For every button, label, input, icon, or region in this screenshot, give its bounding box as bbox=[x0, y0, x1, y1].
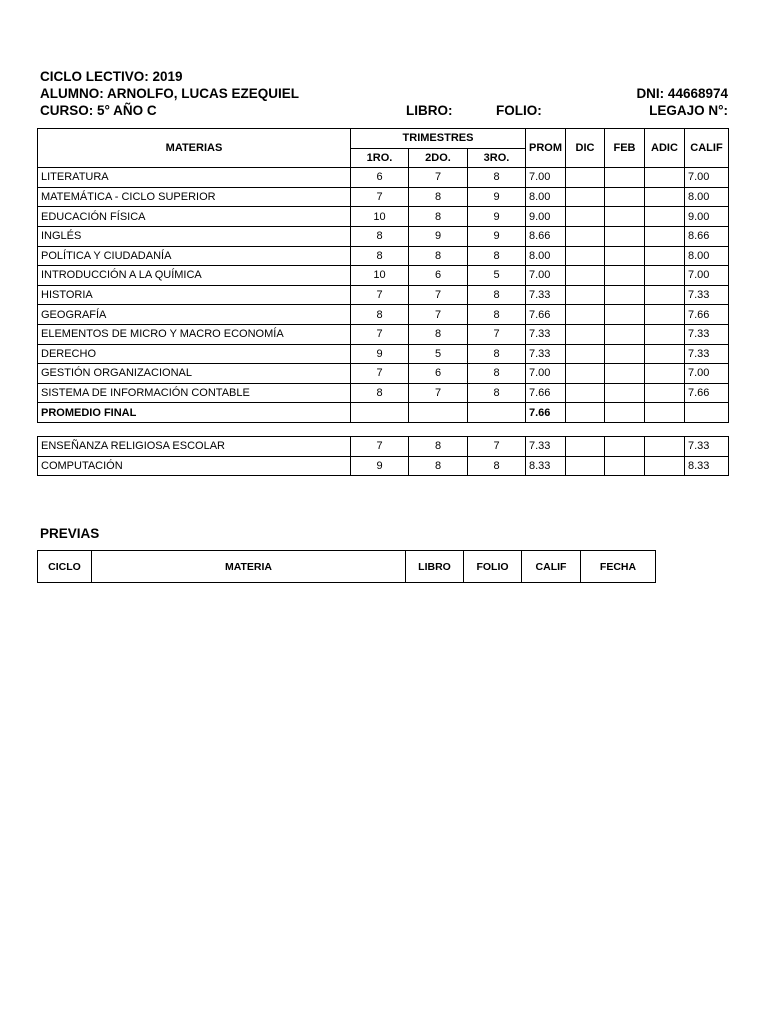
trimestre-1-cell: 8 bbox=[351, 226, 409, 246]
calif-cell: 7.00 bbox=[685, 364, 729, 384]
prom-cell: 7.33 bbox=[526, 436, 566, 456]
folio-label: FOLIO: bbox=[496, 103, 542, 118]
calif-cell: 8.33 bbox=[685, 456, 729, 476]
prom-cell: 7.33 bbox=[526, 344, 566, 364]
feb-cell bbox=[605, 383, 645, 403]
prom-cell: 7.33 bbox=[526, 324, 566, 344]
dic-cell bbox=[566, 246, 605, 266]
prom-cell: 8.00 bbox=[526, 246, 566, 266]
feb-cell bbox=[605, 324, 645, 344]
table-row bbox=[38, 168, 729, 188]
trimestres-header: TRIMESTRES bbox=[351, 129, 526, 149]
trimestre-1-cell: 7 bbox=[351, 324, 409, 344]
alumno-name: ALUMNO: ARNOLFO, LUCAS EZEQUIEL bbox=[40, 86, 299, 101]
calif-cell: 8.00 bbox=[685, 246, 729, 266]
empty-cell bbox=[351, 403, 409, 423]
calif-cell: 9.00 bbox=[685, 207, 729, 227]
promedio-final-label: PROMEDIO FINAL bbox=[38, 403, 351, 423]
trimestre-3-cell: 8 bbox=[468, 383, 526, 403]
libro-label: LIBRO: bbox=[406, 103, 453, 118]
trimestre-1-cell: 9 bbox=[351, 344, 409, 364]
feb-cell bbox=[605, 266, 645, 286]
trimestre-2-cell: 7 bbox=[409, 285, 468, 305]
feb-cell bbox=[605, 226, 645, 246]
adic-cell bbox=[645, 344, 685, 364]
calif-cell: 7.00 bbox=[685, 168, 729, 188]
calif-cell: 7.33 bbox=[685, 285, 729, 305]
trimestre-1-cell: 8 bbox=[351, 305, 409, 325]
dic-cell bbox=[566, 436, 605, 456]
trimestre-2-cell: 7 bbox=[409, 383, 468, 403]
empty-cell bbox=[685, 403, 729, 423]
dni: DNI: 44668974 bbox=[636, 86, 728, 101]
prom-cell: 9.00 bbox=[526, 207, 566, 227]
previas-libro-header: LIBRO bbox=[406, 551, 464, 583]
trimestre-2-header: 2DO. bbox=[409, 148, 468, 168]
trimestre-2-cell: 6 bbox=[409, 364, 468, 384]
prom-cell: 7.00 bbox=[526, 364, 566, 384]
feb-cell bbox=[605, 187, 645, 207]
trimestre-2-cell: 8 bbox=[409, 187, 468, 207]
table-row bbox=[38, 285, 729, 305]
prom-cell: 7.00 bbox=[526, 266, 566, 286]
adic-cell bbox=[645, 436, 685, 456]
prom-cell: 7.66 bbox=[526, 383, 566, 403]
table-spacer bbox=[38, 422, 729, 436]
table-row bbox=[38, 383, 729, 403]
table-row bbox=[38, 364, 729, 384]
trimestre-2-cell: 9 bbox=[409, 226, 468, 246]
prom-cell: 8.66 bbox=[526, 226, 566, 246]
adic-cell bbox=[645, 187, 685, 207]
table-row bbox=[38, 226, 729, 246]
materia-cell: HISTORIA bbox=[38, 285, 351, 305]
adic-cell bbox=[645, 207, 685, 227]
feb-header: FEB bbox=[605, 129, 645, 168]
table-row bbox=[38, 324, 729, 344]
trimestre-3-cell: 8 bbox=[468, 344, 526, 364]
trimestre-3-cell: 9 bbox=[468, 187, 526, 207]
trimestre-1-header: 1RO. bbox=[351, 148, 409, 168]
calif-header: CALIF bbox=[685, 129, 729, 168]
grades-table bbox=[37, 128, 729, 476]
trimestre-1-cell: 8 bbox=[351, 383, 409, 403]
table-row bbox=[38, 207, 729, 227]
materia-cell: EDUCACIÓN FÍSICA bbox=[38, 207, 351, 227]
adic-cell bbox=[645, 324, 685, 344]
trimestre-3-cell: 8 bbox=[468, 168, 526, 188]
trimestre-2-cell: 8 bbox=[409, 436, 468, 456]
dic-cell bbox=[566, 344, 605, 364]
trimestre-3-header: 3RO. bbox=[468, 148, 526, 168]
empty-cell bbox=[645, 403, 685, 423]
trimestre-2-cell: 8 bbox=[409, 456, 468, 476]
materia-cell: INTRODUCCIÓN A LA QUÍMICA bbox=[38, 266, 351, 286]
previas-calif-header: CALIF bbox=[522, 551, 581, 583]
adic-header: ADIC bbox=[645, 129, 685, 168]
materia-cell: LITERATURA bbox=[38, 168, 351, 188]
feb-cell bbox=[605, 207, 645, 227]
spacer-cell bbox=[38, 422, 729, 436]
calif-cell: 8.66 bbox=[685, 226, 729, 246]
trimestre-3-cell: 9 bbox=[468, 226, 526, 246]
previas-table bbox=[37, 550, 656, 583]
table-row bbox=[38, 246, 729, 266]
feb-cell bbox=[605, 246, 645, 266]
dic-cell bbox=[566, 305, 605, 325]
materia-cell: POLÍTICA Y CIUDADANÍA bbox=[38, 246, 351, 266]
dic-cell bbox=[566, 456, 605, 476]
feb-cell bbox=[605, 364, 645, 384]
trimestre-1-cell: 7 bbox=[351, 436, 409, 456]
prom-cell: 8.00 bbox=[526, 187, 566, 207]
feb-cell bbox=[605, 456, 645, 476]
trimestre-1-cell: 10 bbox=[351, 207, 409, 227]
feb-cell bbox=[605, 168, 645, 188]
calif-cell: 7.33 bbox=[685, 324, 729, 344]
trimestre-1-cell: 7 bbox=[351, 364, 409, 384]
table-row bbox=[38, 436, 729, 456]
adic-cell bbox=[645, 364, 685, 384]
materias-header: MATERIAS bbox=[38, 129, 351, 168]
previas-title: PREVIAS bbox=[40, 526, 100, 541]
materia-cell: COMPUTACIÓN bbox=[38, 456, 351, 476]
empty-cell bbox=[468, 403, 526, 423]
previas-fecha-header: FECHA bbox=[581, 551, 656, 583]
prom-cell: 8.33 bbox=[526, 456, 566, 476]
promedio-final-row bbox=[38, 403, 729, 423]
calif-cell: 7.33 bbox=[685, 344, 729, 364]
calif-cell: 7.00 bbox=[685, 266, 729, 286]
trimestre-2-cell: 8 bbox=[409, 246, 468, 266]
trimestre-3-cell: 5 bbox=[468, 266, 526, 286]
feb-cell bbox=[605, 305, 645, 325]
adic-cell bbox=[645, 383, 685, 403]
prom-cell: 7.33 bbox=[526, 285, 566, 305]
dic-cell bbox=[566, 226, 605, 246]
dic-cell bbox=[566, 187, 605, 207]
trimestre-2-cell: 5 bbox=[409, 344, 468, 364]
prom-header: PROM bbox=[526, 129, 566, 168]
calif-cell: 8.00 bbox=[685, 187, 729, 207]
trimestre-1-cell: 9 bbox=[351, 456, 409, 476]
prom-cell: 7.00 bbox=[526, 168, 566, 188]
feb-cell bbox=[605, 344, 645, 364]
materia-cell: ENSEÑANZA RELIGIOSA ESCOLAR bbox=[38, 436, 351, 456]
materia-cell: MATEMÁTICA - CICLO SUPERIOR bbox=[38, 187, 351, 207]
dic-header: DIC bbox=[566, 129, 605, 168]
legajo-label: LEGAJO N°: bbox=[649, 103, 728, 118]
dic-cell bbox=[566, 324, 605, 344]
trimestre-2-cell: 7 bbox=[409, 168, 468, 188]
trimestre-1-cell: 7 bbox=[351, 285, 409, 305]
trimestre-3-cell: 9 bbox=[468, 207, 526, 227]
trimestre-2-cell: 6 bbox=[409, 266, 468, 286]
materia-cell: DERECHO bbox=[38, 344, 351, 364]
table-row bbox=[38, 456, 729, 476]
trimestre-3-cell: 8 bbox=[468, 456, 526, 476]
calif-cell: 7.33 bbox=[685, 436, 729, 456]
feb-cell bbox=[605, 436, 645, 456]
materia-cell: GESTIÓN ORGANIZACIONAL bbox=[38, 364, 351, 384]
ciclo-lectivo: CICLO LECTIVO: 2019 bbox=[40, 69, 183, 84]
feb-cell bbox=[605, 285, 645, 305]
adic-cell bbox=[645, 168, 685, 188]
empty-cell bbox=[409, 403, 468, 423]
trimestre-1-cell: 10 bbox=[351, 266, 409, 286]
trimestre-3-cell: 8 bbox=[468, 305, 526, 325]
previas-materia-header: MATERIA bbox=[92, 551, 406, 583]
table-row bbox=[38, 187, 729, 207]
materia-cell: INGLÉS bbox=[38, 226, 351, 246]
adic-cell bbox=[645, 285, 685, 305]
materia-cell: SISTEMA DE INFORMACIÓN CONTABLE bbox=[38, 383, 351, 403]
empty-cell bbox=[566, 403, 605, 423]
adic-cell bbox=[645, 226, 685, 246]
trimestre-3-cell: 8 bbox=[468, 285, 526, 305]
empty-cell bbox=[605, 403, 645, 423]
dic-cell bbox=[566, 207, 605, 227]
dic-cell bbox=[566, 266, 605, 286]
trimestre-1-cell: 6 bbox=[351, 168, 409, 188]
trimestre-2-cell: 7 bbox=[409, 305, 468, 325]
trimestre-3-cell: 8 bbox=[468, 364, 526, 384]
promedio-final-value: 7.66 bbox=[526, 403, 566, 423]
trimestre-2-cell: 8 bbox=[409, 324, 468, 344]
previas-folio-header: FOLIO bbox=[464, 551, 522, 583]
trimestre-3-cell: 8 bbox=[468, 246, 526, 266]
previas-ciclo-header: CICLO bbox=[38, 551, 92, 583]
table-row bbox=[38, 266, 729, 286]
materia-cell: GEOGRAFÍA bbox=[38, 305, 351, 325]
materia-cell: ELEMENTOS DE MICRO Y MACRO ECONOMÍA bbox=[38, 324, 351, 344]
adic-cell bbox=[645, 266, 685, 286]
calif-cell: 7.66 bbox=[685, 305, 729, 325]
curso: CURSO: 5° AÑO C bbox=[40, 103, 157, 118]
table-row bbox=[38, 305, 729, 325]
trimestre-2-cell: 8 bbox=[409, 207, 468, 227]
trimestre-3-cell: 7 bbox=[468, 436, 526, 456]
dic-cell bbox=[566, 285, 605, 305]
adic-cell bbox=[645, 246, 685, 266]
dic-cell bbox=[566, 383, 605, 403]
dic-cell bbox=[566, 168, 605, 188]
dic-cell bbox=[566, 364, 605, 384]
calif-cell: 7.66 bbox=[685, 383, 729, 403]
trimestre-1-cell: 8 bbox=[351, 246, 409, 266]
trimestre-3-cell: 7 bbox=[468, 324, 526, 344]
adic-cell bbox=[645, 305, 685, 325]
prom-cell: 7.66 bbox=[526, 305, 566, 325]
adic-cell bbox=[645, 456, 685, 476]
trimestre-1-cell: 7 bbox=[351, 187, 409, 207]
table-row bbox=[38, 344, 729, 364]
